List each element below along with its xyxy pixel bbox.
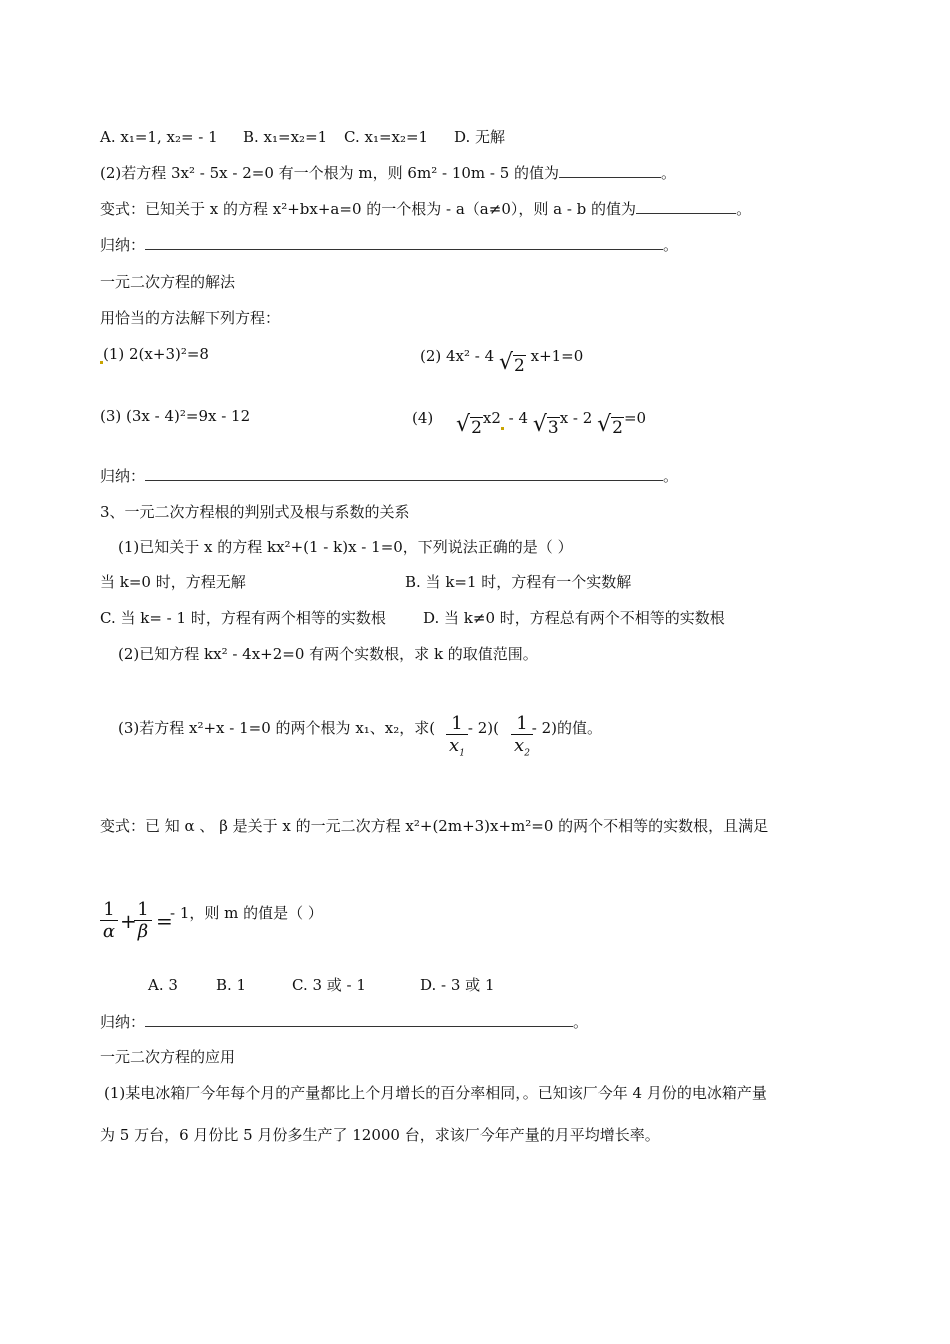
option-a: A. 3: [148, 976, 178, 994]
application-question-line-2: 为 5 万台，6 月份比 5 月份多生产了 12000 台，求该厂今年产量的月平均增长率。: [100, 1126, 660, 1144]
question-part2: (2)若方程 3x² - 5x - 2=0 有一个根为 m，则 6m² - 10m - 5 的值为 。: [100, 164, 677, 182]
option-c: C. 3 或 - 1: [292, 976, 366, 994]
option-b: B. x₁=x₂=1: [243, 128, 328, 146]
section-title-apply: 一元二次方程的应用: [100, 1048, 236, 1066]
variant-tail: - 1，则 m 的值是（ ）: [170, 904, 323, 922]
fraction-1-over-alpha: 1 α: [100, 900, 118, 943]
plus-sign: +: [120, 909, 137, 933]
section-title-discriminant: 3、一元二次方程根的判别式及根与系数的关系: [100, 503, 410, 521]
equation-2: (2) 4x² - 4 √ 2 x+1=0: [420, 347, 584, 376]
sqrt-2: √ 2: [597, 412, 623, 438]
option-a: 当 k=0 时，方程无解: [100, 573, 246, 591]
summary-line-1: 归纳： 。: [100, 236, 679, 254]
equals-sign: =: [156, 909, 173, 933]
option-d: D. 无解: [454, 128, 506, 146]
option-a: A. x₁=1, x₂= - 1: [100, 128, 218, 146]
variant-question: 变式：已 知 α 、 β 是关于 x 的一元二次方程 x²+(2m+3)x+m²=0 的两个不相等的实数根，且满足: [100, 817, 769, 835]
instruction: 用恰当的方法解下列方程：: [100, 309, 281, 327]
variant-question: 变式：已知关于 x 的方程 x²+bx+a=0 的一个根为 - a（a≠0），则 a - b 的值为 。: [100, 200, 752, 218]
option-c: C. x₁=x₂=1: [344, 128, 429, 146]
fraction-1-over-x1: 1 $x_1$: [446, 714, 468, 765]
option-b: B. 1: [216, 976, 247, 994]
summary-line-2: 归纳： 。: [100, 467, 679, 485]
fraction-1-over-beta: 1 β: [134, 900, 152, 943]
section-title-solve: 一元二次方程的解法: [100, 273, 236, 291]
equation-1: (1) 2(x+3)²=8: [100, 344, 209, 364]
sqrt-3: √ 3: [532, 412, 559, 438]
option-c: C. 当 k= - 1 时，方程有两个相等的实数根: [100, 609, 386, 627]
fraction-1-over-x2: 1 $x_2$: [511, 714, 533, 765]
question-2: (2)已知方程 kx² - 4x+2=0 有两个实数根，求 k 的取值范围。: [118, 645, 538, 663]
summary-line-3: 归纳： 。: [100, 1013, 589, 1031]
equation-4: (4) √ 2 x2 - 4 √ 3 x - 2 √ 2 =0: [412, 409, 647, 438]
application-question-line-1: (1)某电冰箱厂今年每个月的产量都比上个月增长的百分率相同，。已知该厂今年 4 月份的电冰箱产量: [104, 1084, 767, 1102]
question-1: (1)已知关于 x 的方程 kx²+(1 - k)x - 1=0，下列说法正确的是（ ）: [118, 538, 573, 556]
equation-3: (3) (3x - 4)²=9x - 12: [100, 407, 251, 425]
option-b: B. 当 k=1 时，方程有一个实数解: [405, 573, 632, 591]
question-3: (3)若方程 x²+x - 1=0 的两个根为 x₁、x₂，求( - 2)( - 2)的值。: [118, 719, 602, 737]
mark-icon: [501, 427, 504, 430]
sqrt-2: √ 2: [456, 412, 482, 438]
option-d: D. 当 k≠0 时，方程总有两个不相等的实数根: [423, 609, 725, 627]
option-d: D. - 3 或 1: [420, 976, 495, 994]
sqrt-2: √ 2: [498, 350, 525, 376]
